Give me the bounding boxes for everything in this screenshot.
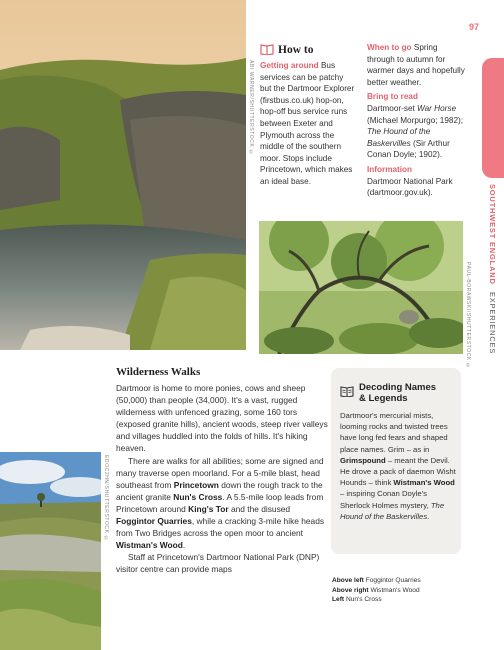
place-foggintor: Foggintor Quarries (116, 516, 192, 527)
photo-captions (332, 576, 421, 605)
photo-credit: EDOC2HN/SHUTTERSTOCK © (103, 455, 109, 543)
p2-text-a: There are walks for all abilities; some are signed and many traverse open moorland. For a 5-mile blast, head southeast from (116, 455, 324, 490)
caption-text: Wistman's Wood (370, 586, 420, 594)
p2-text-e: and the disused (228, 503, 291, 514)
caption (332, 595, 421, 605)
info-label-text: Information (367, 164, 413, 174)
caption (332, 576, 421, 586)
how-to-title: How to (278, 44, 314, 56)
decoding-heading (359, 382, 436, 404)
caption-text: Foggintor Quarries (365, 577, 421, 584)
wilderness-para-2 (116, 455, 328, 552)
caption-label: Above left (332, 577, 364, 584)
photo-credit: PAUL-BORAWSKI/SHUTTERSTOCK © (465, 262, 471, 370)
how-to-column-right (367, 42, 465, 199)
bring-text (367, 103, 465, 161)
photo-wistmans-wood (259, 221, 463, 354)
p2-text-d: . A 5.5-mile loop leads from Princetown around (116, 491, 324, 514)
p2-text-g: . (182, 540, 186, 551)
bring-text-1: Dartmoor-set (367, 103, 418, 113)
how-to-column-left (260, 60, 356, 188)
bring-text-2: (Michael Morpurgo; 1982); (367, 115, 464, 125)
p2-text-c: down the rough track to the ancient granite (116, 479, 323, 502)
page-number: 97 (469, 22, 480, 32)
caption-label: Above right (332, 586, 369, 594)
when-text: Spring through to autumn for warmer days and hopefully better weather. (367, 43, 465, 87)
wilderness-para-3: Staff at Princetown's Dartmoor National Park (DNP) visitor centre can provide maps (116, 552, 320, 575)
when-label: When to go (367, 43, 412, 52)
section-tab (482, 58, 504, 178)
bring-text-3: (Sir Arthur Conan Doyle; 1902). (367, 138, 450, 160)
decoding-text-d: – inspiring Conan Doyle's Sherlock Holmes mystery, (340, 489, 431, 510)
place-kings-tor: King's Tor (188, 503, 229, 514)
place-nuns-cross: Nun's Cross (173, 491, 223, 502)
section-label: EXPERIENCES (488, 292, 497, 355)
book-icon (340, 385, 354, 397)
how-to-heading (260, 44, 313, 56)
place-wistmans-wood: Wistman's Wood (116, 540, 183, 551)
wilderness-body (116, 382, 328, 576)
wilderness-para-1: Dartmoor is home to more ponies, cows and sheep (50,000) than people (34,000). It's a vast, rugged wilderness with unfenced grazing, some 160 tors (exposed granite hills), ancient woods, steep river valleys and villages huddled into the folds of hills. It's hiking heaven. (116, 383, 328, 454)
decoding-body (340, 410, 458, 522)
side-running-head (482, 184, 504, 374)
wilderness-heading: Wilderness Walks (116, 366, 201, 378)
book-title: The Hound of the Baskervilles (340, 500, 445, 521)
bring-book-1: War Horse (417, 103, 457, 113)
getting-around-text: Bus services can be patchy but the Dartmoor Explorer (firstbus.co.uk) hop-on, hop-off bus service runs between Exeter and Plymouth across the middle of the southern moor. Stops include Princetown, which makes an ideal base. (260, 61, 355, 186)
getting-around-label: Getting around (260, 61, 319, 70)
place-princetown: Princetown (173, 479, 219, 490)
bring-label (367, 91, 465, 103)
info-text: Dartmoor National Park (dartmoor.gov.uk). (367, 176, 453, 198)
decoding-text-a: Dartmoor's mercurial mists, looming rocks and twisted trees have long fed fears and shaped place names. Grim – as in (340, 411, 448, 454)
caption-label: Left (332, 596, 345, 604)
decoding-title-line-2: & Legends (359, 393, 408, 404)
p2-text-f: , while a cracking 3-mile hike heads from Two Bridges across the open moor to ancient (116, 516, 325, 539)
bring-book-2: The Hound of the Baskervilles (367, 127, 431, 148)
photo-credit: ABI WARNER/SHUTTERSTOCK © (248, 60, 254, 157)
photo-foggintor-quarries (0, 0, 246, 350)
region-label: SOUTHWEST ENGLAND (488, 184, 497, 285)
info-label (367, 164, 465, 176)
getting-around-para (260, 60, 356, 188)
place-grimspound: Grimspound (340, 455, 386, 465)
place-wistmans-wood: Wistman's Wood (393, 478, 455, 488)
bring-label-text: Bring to read (367, 92, 418, 102)
caption-text: Nun's Cross (345, 596, 382, 604)
decoding-text-e: . (427, 511, 430, 521)
decoding-title-line-1: Decoding Names (359, 382, 437, 393)
caption (332, 586, 421, 596)
when-para (367, 42, 465, 88)
photo-nuns-cross (0, 452, 101, 650)
decoding-text-c: – meant the Devil. He drove a pack of daemon Wisht Hounds – think (340, 455, 456, 488)
